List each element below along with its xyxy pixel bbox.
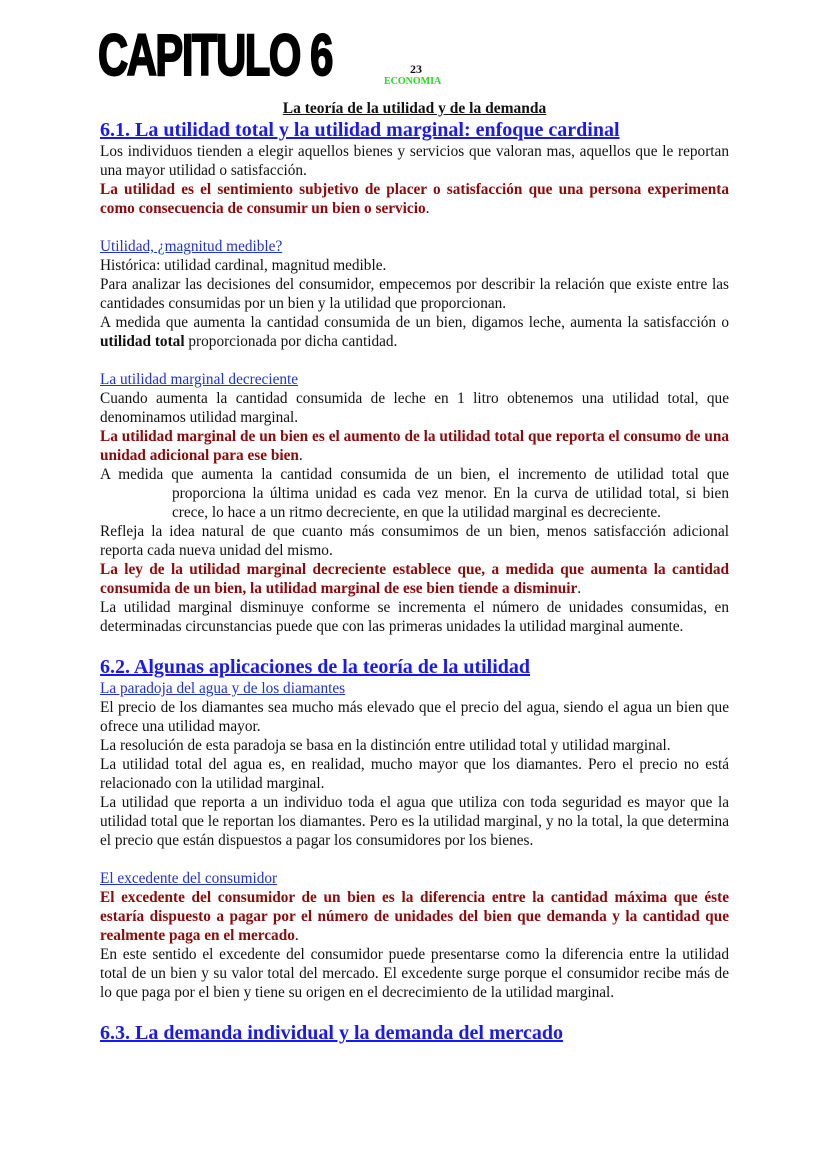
subject-label: ECONOMIA — [384, 76, 442, 87]
paragraph: La resolución de esta paradoja se basa en la distinción entre utilidad total y utilidad marginal. — [100, 737, 671, 754]
paragraph: La utilidad marginal disminuye conforme se incrementa el número de unidades consumidas, en determinadas circunstancias puede que con las primeras unidades la utilidad marginal aumente. — [100, 599, 729, 635]
page-number: 23 — [410, 62, 422, 76]
period: . — [294, 927, 299, 944]
text: proporcionada por dicha cantidad. — [184, 333, 398, 350]
definition-text: La ley de la utilidad marginal decreciente establece que, a medida que aumenta la cantidad consumida de un bien, la utilidad marginal de ese bien tiende a disminuir — [100, 561, 729, 597]
subsection-link[interactable]: Utilidad, ¿magnitud medible? — [100, 238, 283, 255]
text: A medida que aumenta la cantidad consumida de un bien, digamos leche, aumenta la satisfacción o — [100, 314, 729, 331]
paragraph: Para analizar las decisiones del consumidor, empecemos por describir la relación que existe entre las cantidades consumidas por un bien y la utilidad que proporcionan. — [100, 276, 729, 312]
subsection-link[interactable]: El excedente del consumidor — [100, 870, 278, 887]
paragraph: Refleja la idea natural de que cuanto más consumimos de un bien, menos satisfacción adicional reporta cada nueva unidad del mismo. — [100, 523, 729, 559]
subsection-link[interactable]: La paradoja del agua y de los diamantes — [100, 680, 346, 697]
paragraph: En este sentido el excedente del consumidor puede presentarse como la diferencia entre la utilidad total de un bien y su valor total del mercado. El excedente surge porque el consumidor recibe más de lo que paga por el bien y tiene su origen en el decrecimiento de la utilidad marginal. — [100, 946, 729, 1001]
paragraph: La utilidad que reporta a un individuo toda el agua que utiliza con toda seguridad es mayor que la utilidad total que le reportan los diamantes. Pero es la utilidad marginal, y no la total, la que determina el precio que están dispuestos a pagar los consumidores por los bienes. — [100, 794, 729, 849]
section-heading-6-1[interactable]: 6.1. La utilidad total y la utilidad marginal: enfoque cardinal — [100, 119, 620, 141]
paragraph — [100, 313, 729, 351]
period: . — [298, 447, 303, 464]
definition-text: El excedente del consumidor de un bien es la diferencia entre la cantidad máxima que éste estaría dispuesto a pagar por el número de unidades del bien que demanda y la cantidad que realmente paga en el mercado — [100, 889, 729, 944]
paragraph: A medida que aumenta la cantidad consumida de un bien, el incremento de utilidad total que proporciona la última unidad es cada vez menor. En la curva de utilidad total, si bien crece, lo hace a un ritmo decreciente, en que la utilidad marginal es decreciente. — [100, 466, 729, 521]
document-body — [100, 99, 729, 1045]
definition-text: La utilidad es el sentimiento subjetivo de placer o satisfacción que una persona experimenta como consecuencia de consumir un bien o servicio — [100, 181, 729, 217]
definition-paragraph — [100, 560, 729, 598]
definition-paragraph — [100, 427, 729, 465]
period: . — [577, 580, 582, 597]
subsection-link[interactable]: La utilidad marginal decreciente — [100, 371, 299, 388]
chapter-subtitle: La teoría de la utilidad y de la demanda — [282, 100, 547, 117]
paragraph: Histórica: utilidad cardinal, magnitud medible. — [100, 257, 387, 274]
chapter-title: CAPITULO 6 — [98, 23, 332, 88]
paragraph: Los individuos tienden a elegir aquellos bienes y servicios que valoran mas, aquellos que le reportan una mayor utilidad o satisfacción. — [100, 143, 729, 179]
section-heading-6-2[interactable]: 6.2. Algunas aplicaciones de la teoría de la utilidad — [100, 656, 531, 678]
section-heading-6-3[interactable]: 6.3. La demanda individual y la demanda del mercado — [100, 1022, 564, 1044]
period: . — [425, 200, 430, 217]
bold-term: utilidad total — [100, 333, 185, 350]
definition-paragraph — [100, 180, 729, 218]
paragraph: Cuando aumenta la cantidad consumida de leche en 1 litro obtenemos una utilidad total, que denominamos utilidad marginal. — [100, 390, 729, 426]
paragraph: La utilidad total del agua es, en realidad, mucho mayor que los diamantes. Pero el precio no está relacionado con la utilidad marginal. — [100, 756, 729, 792]
paragraph: El precio de los diamantes sea mucho más elevado que el precio del agua, siendo el agua un bien que ofrece una utilidad mayor. — [100, 699, 729, 735]
definition-paragraph — [100, 888, 729, 945]
definition-text: La utilidad marginal de un bien es el aumento de la utilidad total que reporta el consumo de una unidad adicional para ese bien — [100, 428, 729, 464]
